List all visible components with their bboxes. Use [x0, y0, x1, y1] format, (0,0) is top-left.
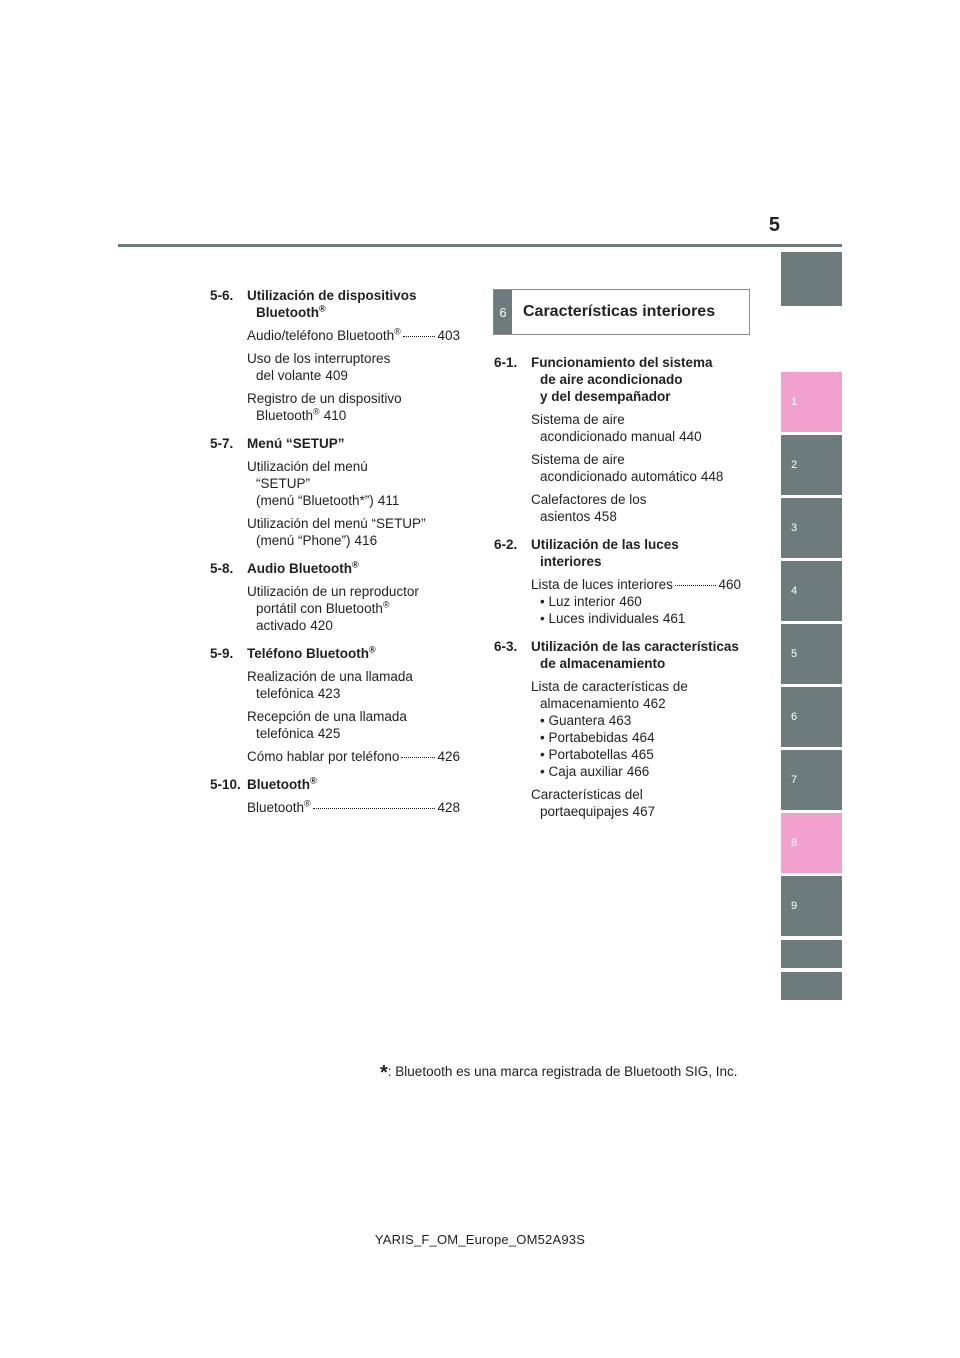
section-heading[interactable]: 5-6. Utilización de dispositivos Bluetooth® [210, 288, 417, 320]
document-code-footer: YARIS_F_OM_Europe_OM52A93S [374, 1232, 586, 1247]
section-heading[interactable]: 5-10. Bluetooth® [210, 775, 317, 792]
toc-section-6-3 [494, 638, 741, 820]
toc-entry[interactable]: Cómo hablar por teléfono 426 [247, 749, 460, 764]
toc-entry[interactable]: Sistema de aire acondicionado manual 440 [531, 412, 702, 444]
chapter-tab-2[interactable]: 2 [781, 435, 842, 495]
chapter-tab-extra-2[interactable] [781, 972, 842, 1000]
chapter-tab-4[interactable]: 4 [781, 561, 842, 621]
chapter-tab-5[interactable]: 5 [781, 624, 842, 684]
toc-subentry[interactable]: • Portabotellas 465 [540, 747, 654, 762]
toc-entry[interactable]: Utilización de un reproductor portátil con Bluetooth® activado 420 [247, 584, 419, 633]
toc-entry[interactable]: Uso de los interruptores del volante 409 [247, 351, 391, 383]
toc-left-column [210, 287, 460, 827]
chapter-6-heading-box[interactable] [493, 289, 750, 335]
chapter-tab-index[interactable] [781, 252, 842, 306]
toc-subentry[interactable]: • Guantera 463 [540, 713, 632, 728]
chapter-tab-9[interactable]: 9 [781, 876, 842, 936]
toc-section-5-8 [210, 560, 460, 634]
section-heading[interactable]: 5-8. Audio Bluetooth® [210, 559, 359, 576]
chapter-tab-7[interactable]: 7 [781, 750, 842, 810]
toc-entry[interactable]: Lista de luces interiores 460 • Luz interior 460 • Luces individuales 461 [531, 577, 741, 626]
toc-entry[interactable]: Características del portaequipajes 467 [531, 787, 656, 819]
toc-entry[interactable]: Realización de una llamada telefónica 423 [247, 669, 413, 701]
toc-entry[interactable]: Lista de características de almacenamiento 462 • Guantera 463 • Portabebidas 464 • Portabotellas 465 • Caja auxiliar 466 [494, 678, 741, 780]
toc-entry[interactable]: Utilización del menú “SETUP” (menú “Phone”) 416 [247, 516, 426, 548]
toc-section-6-1 [494, 354, 741, 525]
toc-section-6-2 [494, 536, 741, 627]
toc-subentry[interactable]: • Caja auxiliar 466 [540, 764, 650, 779]
toc-entry[interactable]: Sistema de aire acondicionado automático 448 [531, 452, 724, 484]
section-heading[interactable]: 5-7. Menú “SETUP” [210, 436, 345, 451]
footnote: *: Bluetooth es una marca registrada de Bluetooth SIG, Inc. [380, 1062, 738, 1084]
toc-entry[interactable]: Calefactores de los asientos 458 [531, 492, 647, 524]
section-heading[interactable]: 6-3. Utilización de las características de almacenamiento [494, 639, 739, 671]
header-rule [118, 244, 842, 247]
toc-entry[interactable]: Audio/teléfono Bluetooth® 403 [247, 326, 460, 343]
page-number: 5 [768, 214, 780, 236]
chapter-tab-8[interactable]: 8 [781, 813, 842, 873]
chapter-tab-extra-1[interactable] [781, 940, 842, 968]
chapter-tab-3[interactable]: 3 [781, 498, 842, 558]
toc-section-5-9 [210, 645, 460, 765]
toc-entry[interactable]: Registro de un dispositivo Bluetooth® 410 [247, 391, 402, 423]
toc-subentry[interactable]: • Luces individuales 461 [540, 611, 686, 626]
toc-subentry[interactable]: • Luz interior 460 [540, 594, 642, 609]
chapter-number-badge: 6 [494, 290, 512, 334]
toc-subentry[interactable]: • Portabebidas 464 [540, 730, 655, 745]
section-heading[interactable]: 6-2. Utilización de las luces interiores [494, 537, 679, 569]
toc-section-5-10 [210, 776, 460, 816]
chapter-tab-6[interactable]: 6 [781, 687, 842, 747]
toc-right-column [494, 354, 741, 831]
chapter-title: Características interiores [523, 303, 716, 320]
toc-entry[interactable]: Utilización del menú “SETUP” (menú “Bluetooth*”) 411 [247, 459, 400, 508]
toc-entry[interactable]: Recepción de una llamada telefónica 425 [247, 709, 407, 741]
section-heading[interactable]: 5-9. Teléfono Bluetooth® [210, 644, 376, 661]
toc-section-5-6 [210, 287, 460, 424]
toc-entry[interactable]: Bluetooth® 428 [247, 798, 460, 815]
toc-section-5-7 [210, 435, 460, 549]
chapter-tab-1[interactable]: 1 [781, 372, 842, 432]
section-heading[interactable]: 6-1. Funcionamiento del sistema de aire acondicionado y del desempañador [494, 355, 713, 404]
